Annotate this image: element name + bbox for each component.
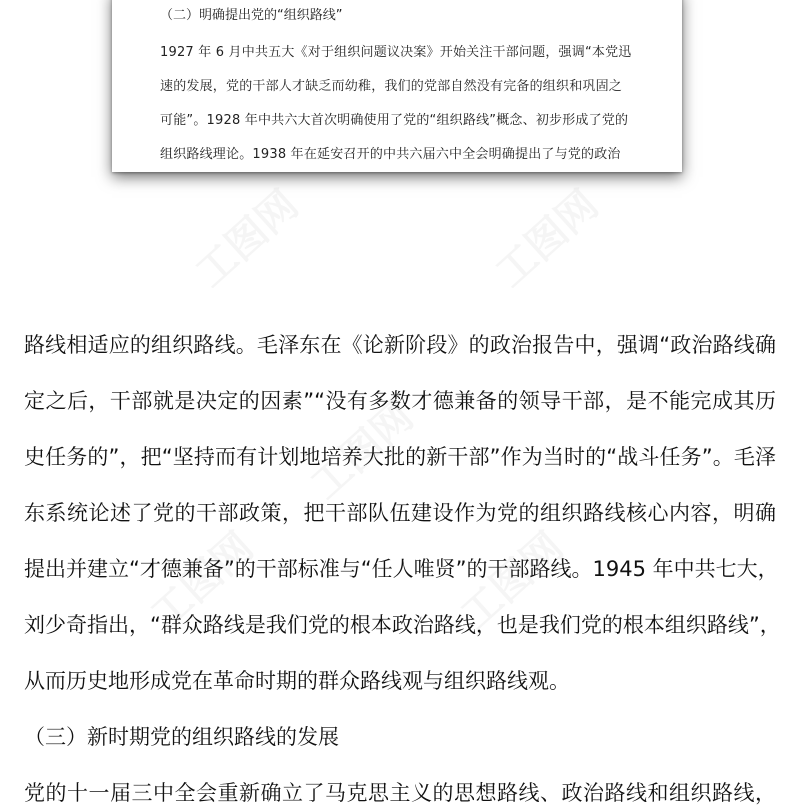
card-text-line: 1927 年 6 月中共五大《对于组织问题议决案》开始关注干部问题，强调“本党迅: [160, 45, 632, 60]
watermark-logo: 工图网: [187, 181, 308, 297]
body-text-line: 从而历史地形成党在革命时期的群众路线观与组织路线观。: [24, 669, 570, 693]
watermark-logo: 工图网: [487, 181, 608, 297]
body-text-line: 定之后，干部就是决定的因素”“没有多数才德兼备的领导干部，是不能完成其历: [24, 389, 776, 413]
body-text-line: 东系统论述了党的干部政策，把干部队伍建设作为党的组织路线核心内容，明确: [24, 501, 776, 525]
watermark-logo: 工图网: [452, 523, 573, 639]
body-text-line: 史任务的”，把“坚持而有计划地培养大批的新干部”作为当时的“战斗任务”。毛泽: [24, 445, 776, 469]
body-text-line: 刘少奇指出，“群众路线是我们党的根本政治路线，也是我们党的根本组织路线”，: [24, 613, 781, 637]
card-text-line: 速的发展，党的干部人才缺乏而幼稚，我们的党部自然没有完备的组织和巩固之: [160, 79, 623, 94]
card-text-line: 可能”。1928 年中共六大首次明确使用了党的“组织路线”概念、初步形成了党的: [160, 113, 629, 128]
body-text-line: 提出并建立“才德兼备”的干部标准与“任人唯贤”的干部路线。1945 年中共七大，: [24, 557, 779, 581]
watermark-logo: 工图网: [302, 393, 423, 509]
body-text-line: 路线相适应的组织路线。毛泽东在《论新阶段》的政治报告中，强调“政治路线确: [24, 333, 776, 357]
card-text-line: 组织路线理论。1938 年在延安召开的中共六届六中全会明确提出了与党的政治: [160, 147, 621, 162]
watermark-logo: 工图网: [142, 523, 263, 639]
document-page-card: [112, 0, 682, 172]
subsection-heading: （三）新时期党的组织路线的发展: [24, 725, 339, 749]
body-text-line: 党的十一届三中全会重新确立了马克思主义的思想路线、政治路线和组织路线，: [24, 781, 776, 805]
section-heading: （二）明确提出党的“组织路线”: [160, 8, 343, 23]
